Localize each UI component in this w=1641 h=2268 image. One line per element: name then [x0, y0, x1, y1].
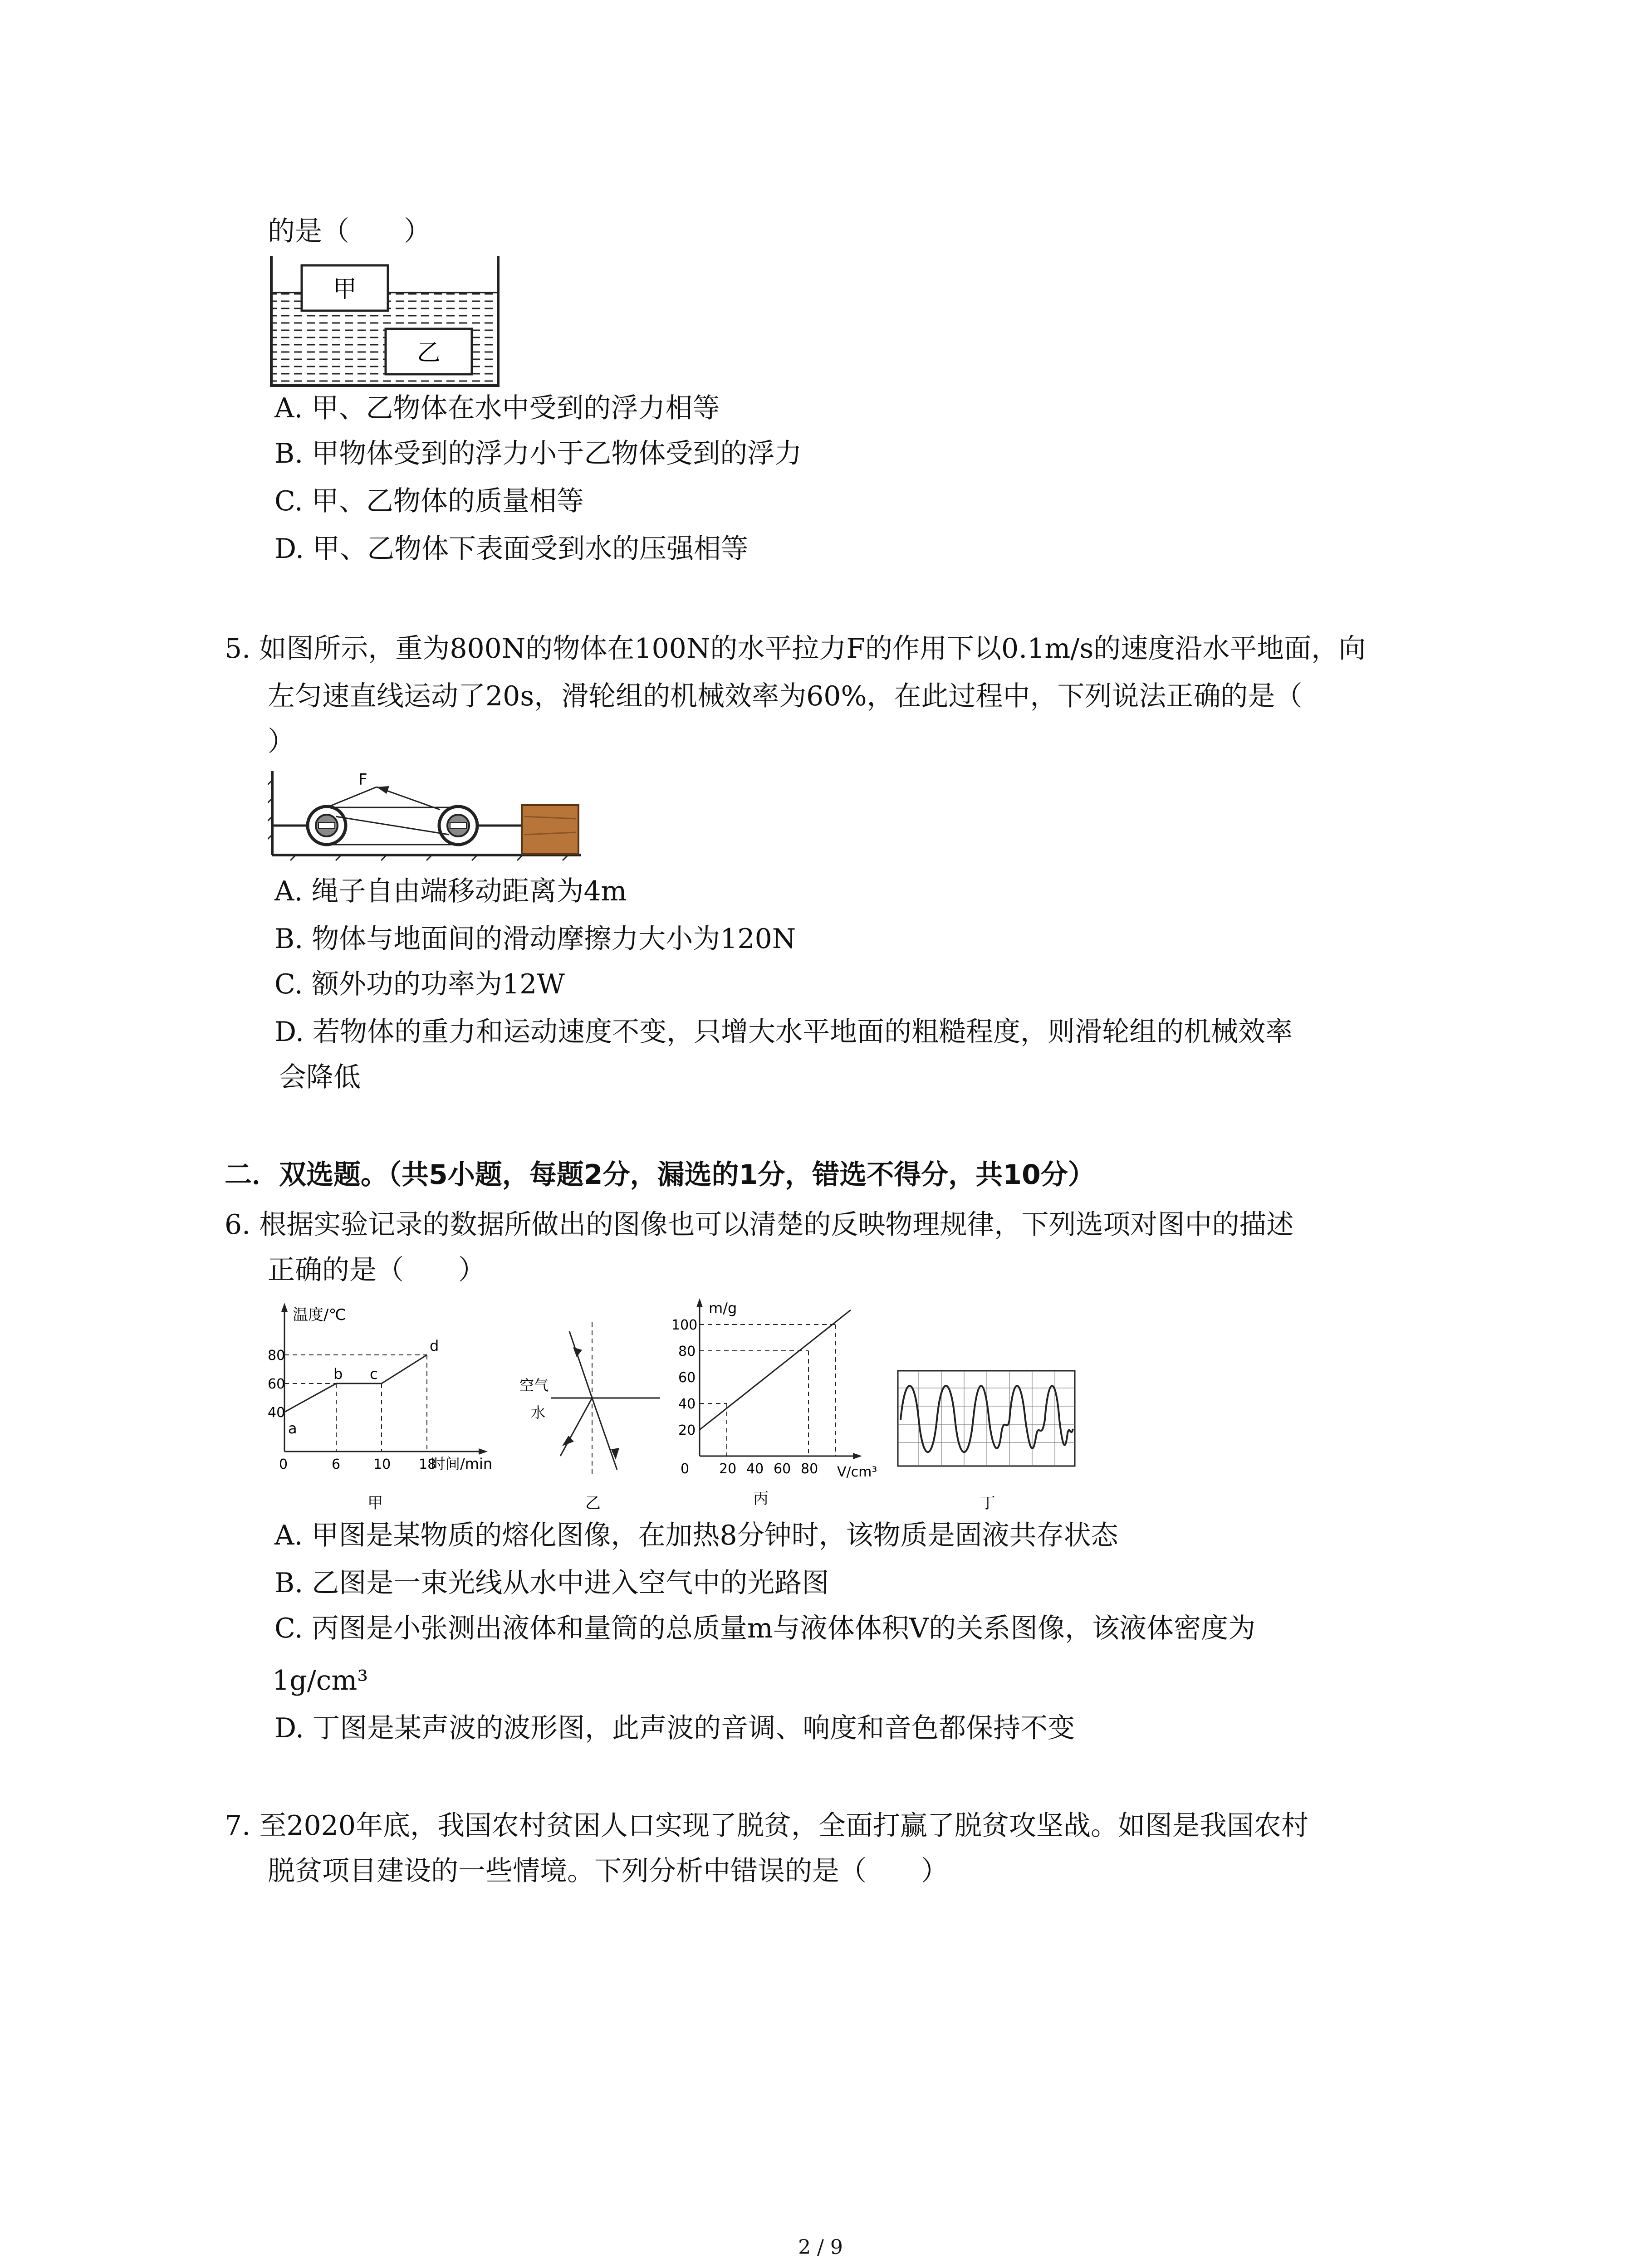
q7-line-1: 7. 至2020年底，我国农村贫困人口实现了脱贫，全面打赢了脱贫攻坚战。如图是我国农村 [225, 1810, 1309, 1842]
q6-figure-bing [671, 1297, 898, 1515]
xtick-40b: 40 [746, 1461, 764, 1477]
q5-line-3: ） [268, 726, 295, 758]
melting-curve [284, 1355, 427, 1412]
gridlines-jia [284, 1355, 427, 1452]
ytick-80b: 80 [678, 1344, 696, 1359]
xtick-18: 18 [419, 1457, 436, 1472]
q4-option-a: A. 甲、乙物体在水中受到的浮力相等 [274, 392, 720, 424]
page-number: 2 / 9 [798, 2236, 843, 2259]
xtick-0: 0 [279, 1457, 288, 1472]
point-d: d [430, 1337, 439, 1354]
label-air: 空气 [519, 1377, 549, 1394]
ytick-20b: 20 [678, 1422, 696, 1438]
ytick-100: 100 [671, 1317, 698, 1333]
q5-option-d-cont: 会降低 [279, 1061, 361, 1093]
ytick-60b: 60 [678, 1370, 696, 1386]
q5-line-2: 左匀速直线运动了20s，滑轮组的机械效率为60%，在此过程中，下列说法正确的是（ [268, 680, 1303, 712]
ylabel-jia: 温度/℃ [293, 1306, 346, 1324]
caption-yi: 乙 [585, 1494, 601, 1512]
q5-line-1: 5. 如图所示，重为800N的物体在100N的水平拉力F的作用下以0.1m/s的速度沿水平地面，向 [225, 633, 1366, 665]
label-jia: 甲 [333, 276, 357, 303]
xtick-0b: 0 [681, 1461, 690, 1477]
point-a: a [288, 1420, 297, 1437]
label-yi: 乙 [416, 339, 441, 367]
section-2-title: 二．双选题。（共5小题，每题2分，漏选的1分，错选不得分，共10分） [225, 1159, 1095, 1191]
ytick-80: 80 [268, 1348, 285, 1364]
q4-option-d: D. 甲、乙物体下表面受到水的压强相等 [274, 533, 749, 565]
q6-option-b: B. 乙图是一束光线从水中进入空气中的光路图 [274, 1567, 829, 1599]
q5-figure-pulley [268, 767, 585, 862]
q5-option-c: C. 额外功的功率为12W [274, 968, 565, 1000]
caption-bing: 丙 [753, 1490, 769, 1508]
xlabel-bing: V/cm³ [837, 1464, 877, 1480]
q6-line-1: 6. 根据实验记录的数据所做出的图像也可以清楚的反映物理规律，下列选项对图中的描述 [225, 1209, 1294, 1241]
ytick-40b: 40 [678, 1396, 696, 1412]
q6-option-d: D. 丁图是某声波的波形图，此声波的音调、响度和音色都保持不变 [274, 1712, 1075, 1744]
q6-figure-ding [896, 1370, 1078, 1515]
ylabel-bing: m/g [709, 1300, 737, 1317]
xtick-10: 10 [373, 1457, 391, 1472]
q6-option-a: A. 甲图是某物质的熔化图像，在加热8分钟时，该物质是固液共存状态 [274, 1520, 1118, 1551]
q5-option-d: D. 若物体的重力和运动速度不变，只增大水平地面的粗糙程度，则滑轮组的机械效率 [274, 1016, 1293, 1048]
xtick-60b: 60 [774, 1461, 791, 1477]
q4-stem-tail: 的是（ ） [268, 215, 431, 247]
xtick-80b: 80 [801, 1461, 818, 1477]
q6-line-2: 正确的是（ ） [268, 1254, 485, 1286]
ytick-60: 60 [268, 1376, 285, 1392]
xtick-6: 6 [332, 1457, 341, 1472]
xlabel-jia: 时间/min [431, 1455, 493, 1472]
label-water: 水 [531, 1404, 546, 1421]
force-label: F [358, 771, 367, 789]
gridlines-bing [700, 1325, 836, 1456]
xtick-20b: 20 [719, 1461, 737, 1477]
q5-option-a: A. 绳子自由端移动距离为4m [274, 875, 627, 907]
wooden-block [522, 805, 578, 854]
point-b: b [333, 1365, 343, 1383]
q4-option-b: B. 甲物体受到的浮力小于乙物体受到的浮力 [274, 438, 802, 469]
point-c: c [370, 1365, 378, 1383]
q4-option-c: C. 甲、乙物体的质量相等 [274, 485, 584, 517]
q6-figure-jia [265, 1302, 533, 1515]
q5-option-b: B. 物体与地面间的滑动摩擦力大小为120N [274, 923, 796, 955]
q6-option-c: C. 丙图是小张测出液体和量筒的总质量m与液体体积V的关系图像，该液体密度为 [274, 1613, 1256, 1644]
caption-ding: 丁 [980, 1494, 995, 1512]
caption-jia: 甲 [367, 1494, 383, 1512]
mass-volume-line [700, 1310, 851, 1430]
ytick-40: 40 [268, 1405, 285, 1421]
q6-option-c-cont: 1g/cm³ [272, 1665, 368, 1696]
q7-line-2: 脱贫项目建设的一些情境。下列分析中错误的是（ ） [268, 1855, 948, 1887]
q6-figure-yi [515, 1315, 665, 1515]
q4-figure-tank [268, 254, 504, 390]
